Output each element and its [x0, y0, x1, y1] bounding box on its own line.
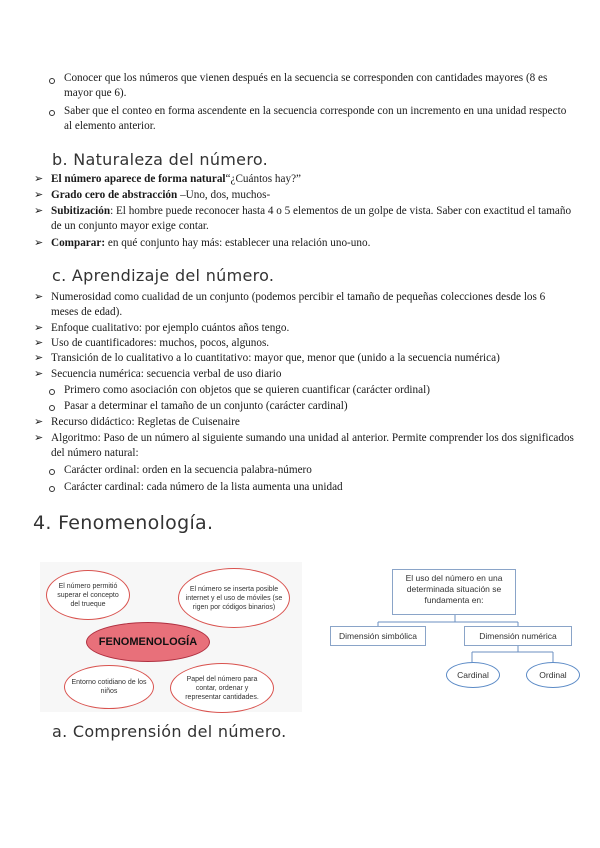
- arrow-bullet-icon: ➢: [34, 172, 44, 185]
- list-item: Recurso didáctico: Regletas de Cuisenaire: [51, 416, 240, 428]
- circle-bullet: [49, 405, 55, 411]
- diagram-node: Dimensión simbólica: [330, 626, 426, 646]
- diagram-center: FENOMENOLOGÍA: [86, 622, 210, 662]
- circle-bullet: [49, 486, 55, 492]
- arrow-bullet-icon: ➢: [34, 290, 44, 303]
- diagram-ellipse: El número permitió superar el concepto del trueque: [46, 570, 130, 620]
- list-item: Uso de cuantificadores: muchos, pocos, algunos.: [51, 337, 270, 349]
- list-item: El número aparece de forma natural“¿Cuántos hay?”: [51, 173, 302, 185]
- circle-bullet: [49, 110, 55, 116]
- diagram-ellipse: Entorno cotidiano de los niños: [64, 665, 154, 709]
- circle-bullet: [49, 389, 55, 395]
- list-item: Primero como asociación con objetos que se quieren cuantificar (carácter ordinal): [64, 384, 430, 396]
- arrow-bullet-icon: ➢: [34, 367, 44, 380]
- list-item: Carácter cardinal: cada número de la lista aumenta una unidad: [64, 481, 343, 493]
- diagram-leaf: Cardinal: [446, 662, 500, 688]
- section-heading: 4. Fenomenología.: [33, 512, 214, 534]
- diagram-node: Dimensión numérica: [464, 626, 572, 646]
- list-item: Conocer que los números que vienen después en la secuencia se corresponden con cantidades mayores (8 es mayor que 6).: [64, 72, 548, 99]
- section-heading: a. Comprensión del número.: [52, 722, 287, 741]
- arrow-bullet-icon: ➢: [34, 336, 44, 349]
- list-item: Saber que el conteo en forma ascendente en la secuencia corresponde con un incremento en una unidad respecto al elemento anterior.: [64, 105, 567, 132]
- diagram-ellipse: El número se inserta posible internet y el uso de móviles (se rigen por códigos binarios): [178, 568, 290, 628]
- circle-bullet: [49, 469, 55, 475]
- section-heading: c. Aprendizaje del número.: [52, 266, 275, 285]
- list-item: Transición de lo cualitativo a lo cuantitativo: mayor que, menor que (unido a la secuencia numérica): [51, 352, 500, 364]
- list-item: Secuencia numérica: secuencia verbal de uso diario: [51, 368, 282, 380]
- section-heading: b. Naturaleza del número.: [52, 150, 269, 169]
- list-item: Comparar: en qué conjunto hay más: establecer una relación uno-uno.: [51, 237, 371, 249]
- arrow-bullet-icon: ➢: [34, 204, 44, 217]
- arrow-bullet-icon: ➢: [34, 431, 44, 444]
- list-item: Pasar a determinar el tamaño de un conjunto (carácter cardinal): [64, 400, 348, 412]
- arrow-bullet-icon: ➢: [34, 321, 44, 334]
- arrow-bullet-icon: ➢: [34, 236, 44, 249]
- list-item: Algoritmo: Paso de un número al siguiente sumando una unidad al anterior. Permite comprender los dos significados del número natural:: [51, 432, 574, 459]
- list-item: Subitización: El hombre puede reconocer hasta 4 o 5 elementos de un golpe de vista. Saber con exactitud el tamaño de un conjunto mayor exige contar.: [51, 205, 572, 232]
- diagram-leaf: Ordinal: [526, 662, 580, 688]
- list-item: Numerosidad como cualidad de un conjunto (podemos percibir el tamaño de pequeñas colecciones desde los 6 meses de edad).: [51, 291, 546, 318]
- diagram-root-box: El uso del número en una determinada situación se fundamenta en:: [392, 569, 516, 615]
- list-item: Enfoque cualitativo: por ejemplo cuántos años tengo.: [51, 322, 290, 334]
- arrow-bullet-icon: ➢: [34, 351, 44, 364]
- arrow-bullet-icon: ➢: [34, 415, 44, 428]
- circle-bullet: [49, 78, 55, 84]
- list-item: Grado cero de abstracción –Uno, dos, muchos-: [51, 189, 271, 201]
- list-item: Carácter ordinal: orden en la secuencia palabra-número: [64, 464, 312, 476]
- arrow-bullet-icon: ➢: [34, 188, 44, 201]
- diagram-ellipse: Papel del número para contar, ordenar y representar cantidades.: [170, 663, 274, 713]
